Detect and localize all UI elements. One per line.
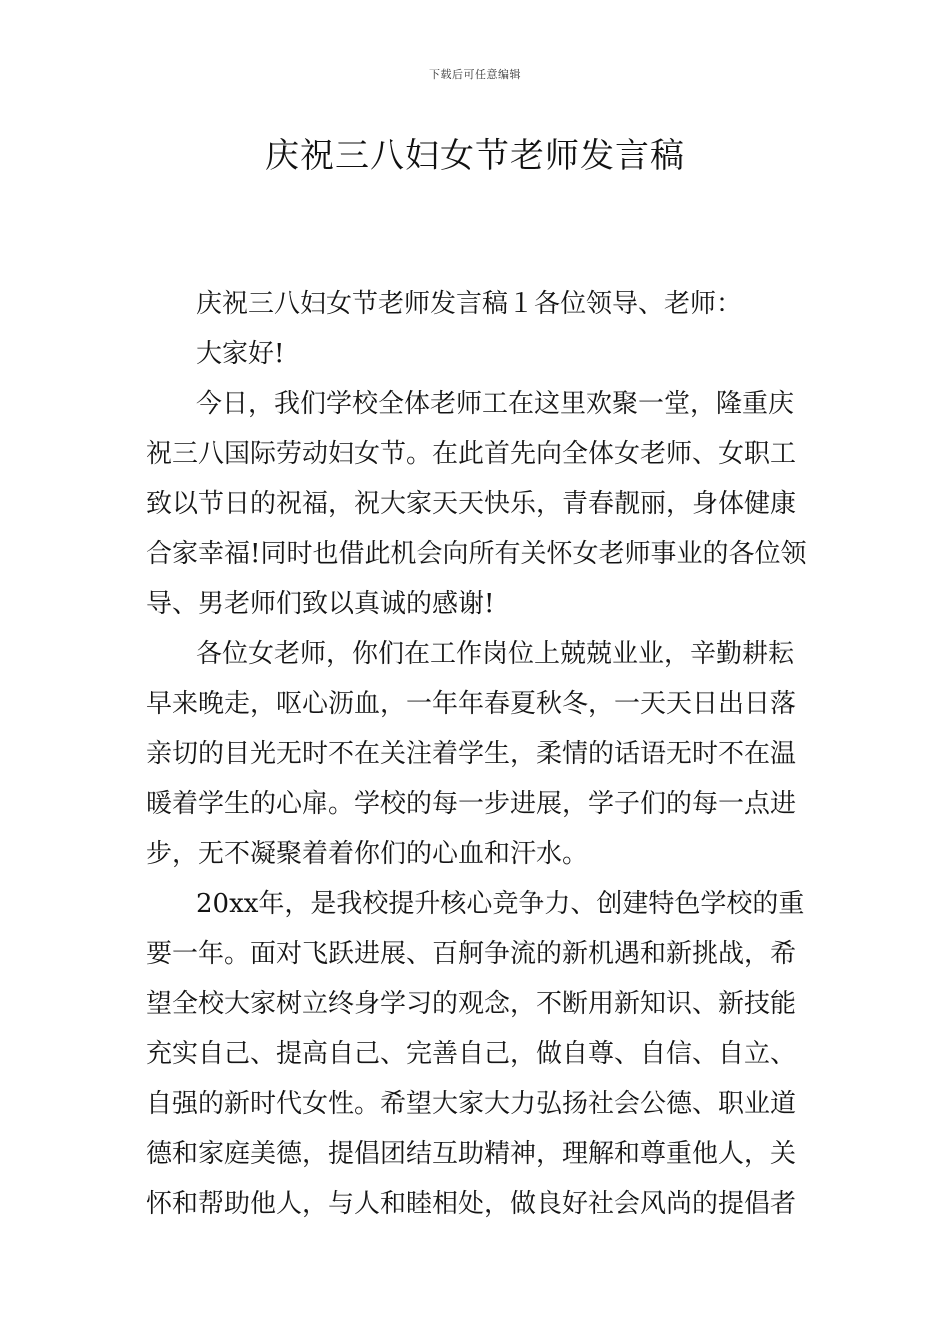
header-note: 下载后可任意编辑 [429,68,521,81]
paragraph-line: 庆祝三八妇女节老师发言稿１各位领导、老师： [196,289,743,319]
paragraph-line: 暖着学生的心扉。学校的每一步进展，学子们的每一点进 [146,789,797,819]
paragraph-line: 合家幸福!同时也借此机会向所有关怀女老师事业的各位领 [146,539,807,569]
document-title: 庆祝三八妇女节老师发言稿 [265,136,685,176]
paragraph-line: 步，无不凝聚着着你们的心血和汗水。 [146,839,589,869]
paragraph-line: 自强的新时代女性。希望大家大力弘扬社会公德、职业道 [146,1089,797,1119]
paragraph-line: 20xx年，是我校提升核心竞争力、创建特色学校的重 [196,889,805,919]
paragraph-line: 望全校大家树立终身学习的观念，不断用新知识、新技能 [146,989,797,1019]
paragraph-line: 德和家庭美德，提倡团结互助精神，理解和尊重他人，关 [146,1139,797,1169]
paragraph-line: 今日，我们学校全体老师工在这里欢聚一堂，隆重庆 [196,389,795,419]
paragraph-line: 导、男老师们致以真诚的感谢! [146,589,495,619]
paragraph-line: 大家好! [196,339,285,369]
paragraph-line: 怀和帮助他人，与人和睦相处，做良好社会风尚的提倡者 [146,1189,797,1219]
paragraph-line: 祝三八国际劳动妇女节。在此首先向全体女老师、女职工 [146,439,797,469]
paragraph-line: 早来晚走，呕心沥血，一年年春夏秋冬，一天天日出日落 [146,689,797,719]
paragraph-line: 致以节日的祝福，祝大家天天快乐，青春靓丽，身体健康 [146,489,797,519]
paragraph-line: 要一年。面对飞跃进展、百舸争流的新机遇和新挑战，希 [146,939,797,969]
paragraph-line: 亲切的目光无时不在关注着学生，柔情的话语无时不在温 [146,739,797,769]
paragraph-line: 各位女老师，你们在工作岗位上兢兢业业，辛勤耕耘 [196,639,795,669]
paragraph-line: 充实自己、提高自己、完善自己，做自尊、自信、自立、 [146,1039,797,1069]
document-body [146,279,808,1229]
